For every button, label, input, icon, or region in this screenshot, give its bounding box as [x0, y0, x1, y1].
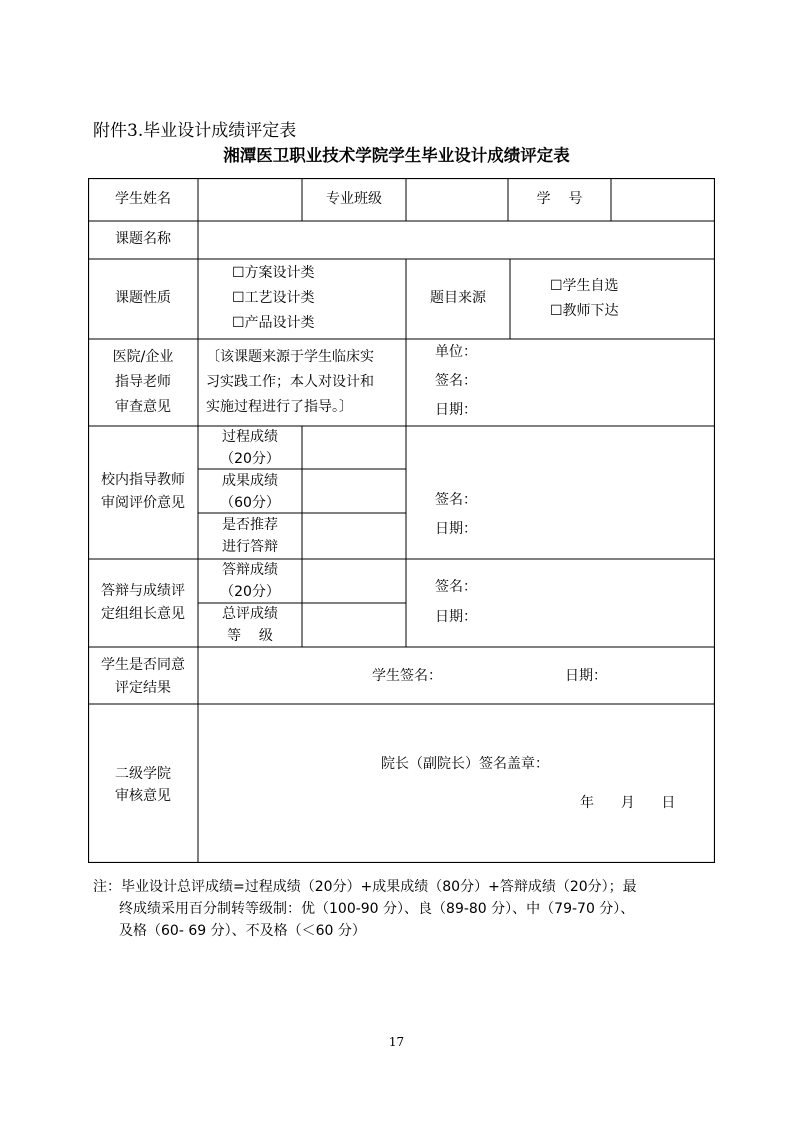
label-supervisor-sign: 签名： — [435, 492, 477, 508]
label-panel-sign: 签名： — [435, 579, 477, 595]
note-line-1: 注：毕业设计总评成绩=过程成绩（20分）+成果成绩（80分）+答辩成绩（20分）；最 — [93, 879, 637, 895]
annex-label: 附件3.毕业设计成绩评定表 — [93, 121, 297, 141]
label-overall-grade: 总评成绩 — [222, 606, 278, 622]
label-process-score: 过程成绩 — [222, 429, 278, 445]
input-major-class[interactable] — [407, 187, 507, 212]
label-defense-score-points: （20分） — [220, 584, 280, 600]
input-process-score[interactable] — [303, 430, 405, 465]
input-student-name[interactable] — [199, 187, 301, 212]
checkbox-process-design[interactable]: ☐工艺设计类 — [232, 290, 315, 306]
label-student-date: 日期： — [565, 668, 607, 684]
label-panel-line-2: 定组组长意见 — [101, 606, 185, 622]
hospital-note-line-1: 〔该课题来源于学生临床实 — [206, 349, 374, 365]
note-line-2: 终成绩采用百分制转等级制：优（100-90 分）、良（89-80 分）、中（79-70 分）、 — [119, 901, 635, 917]
label-student-sign: 学生签名： — [372, 668, 442, 684]
label-supervisor-line-2: 审阅评价意见 — [101, 495, 185, 511]
form-title: 湘潭医卫职业技术学院学生毕业设计成绩评定表 — [223, 146, 570, 165]
input-topic-name[interactable] — [199, 227, 714, 252]
label-major-class: 专业班级 — [326, 191, 382, 207]
checkbox-student-choice[interactable]: ☐学生自选 — [550, 278, 619, 294]
label-panel-date: 日期： — [435, 609, 477, 625]
grading-note — [93, 876, 718, 942]
label-supervisor-line-1: 校内指导教师 — [101, 472, 185, 488]
label-student-name: 学生姓名 — [115, 191, 171, 207]
label-topic-nature: 课题性质 — [115, 290, 171, 306]
label-hospital-line-1: 医院/企业 — [112, 349, 174, 365]
label-recommend-defense-2: 进行答辩 — [222, 539, 278, 555]
label-hospital-date: 日期： — [435, 402, 477, 418]
label-year-month-day: 年 月 日 — [580, 795, 676, 811]
page-number: 17 — [388, 1035, 405, 1049]
label-defense-score: 答辩成绩 — [222, 562, 278, 578]
label-college-line-1: 二级学院 — [115, 766, 171, 782]
input-student-id[interactable] — [612, 187, 714, 212]
label-unit: 单位： — [435, 344, 477, 360]
label-student-agree-line-2: 评定结果 — [115, 680, 171, 696]
label-topic-name: 课题名称 — [115, 231, 171, 247]
input-result-score[interactable] — [303, 474, 405, 509]
label-hospital-sign: 签名： — [435, 373, 477, 389]
input-defense-score[interactable] — [303, 564, 405, 599]
label-result-score-points: （60分） — [220, 495, 280, 511]
label-supervisor-date: 日期： — [435, 521, 477, 537]
label-process-score-points: （20分） — [220, 451, 280, 467]
label-overall-grade-2: 等 级 — [227, 628, 273, 644]
label-student-id: 学 号 — [536, 191, 583, 207]
label-dean-sign: 院长（副院长）签名盖章： — [381, 756, 549, 772]
label-panel-line-1: 答辩与成绩评 — [101, 583, 185, 599]
label-hospital-line-3: 审查意见 — [115, 399, 171, 415]
checkbox-teacher-assigned[interactable]: ☐教师下达 — [550, 303, 619, 319]
evaluation-form-table — [88, 178, 715, 863]
input-overall-grade[interactable] — [303, 608, 405, 643]
label-hospital-line-2: 指导老师 — [115, 374, 171, 390]
label-topic-source: 题目来源 — [430, 290, 486, 306]
label-recommend-defense: 是否推荐 — [222, 517, 278, 533]
note-line-3: 及格（60- 69 分）、不及格（＜60 分） — [119, 923, 366, 939]
label-result-score: 成果成绩 — [222, 473, 278, 489]
label-college-line-2: 审核意见 — [115, 788, 171, 804]
hospital-note-line-2: 习实践工作；本人对设计和 — [206, 374, 374, 390]
label-student-agree-line-1: 学生是否同意 — [101, 657, 185, 673]
checkbox-plan-design[interactable]: ☐方案设计类 — [232, 265, 315, 281]
hospital-note-line-3: 实施过程进行了指导。〕 — [206, 399, 353, 415]
checkbox-product-design[interactable]: ☐产品设计类 — [232, 315, 315, 331]
input-recommend-defense[interactable] — [303, 518, 405, 553]
